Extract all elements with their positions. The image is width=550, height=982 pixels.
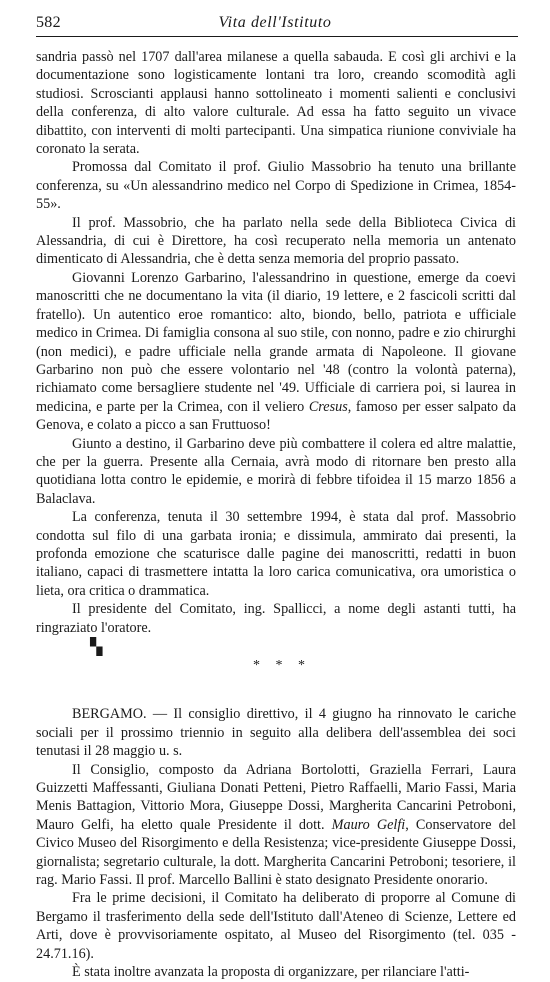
paragraph: sandria passò nel 1707 dall'area milanese a quella sabauda. E così gli archivi e la documentazione sono logisticamente lontani tra loro, creando scomodità agli studiosi. Scroscianti applausi hanno sottolineato i momenti salienti e conclusivi della conferenza, di alto valore culturale. Ad essa ha fatto seguito un vivace dibattito, con interventi di molti partecipanti. Una simpatica riunione conviviale ha coronato la serata. — [36, 49, 516, 158]
page-header — [0, 14, 550, 36]
paragraph — [36, 761, 516, 890]
paragraph: Promossa dal Comitato il prof. Giulio Massobrio ha tenuto una brillante conferenza, su «Un alessandrino medico nel Corpo di Spedizione in Crimea, 1854-55». — [36, 159, 516, 213]
spacer — [36, 687, 516, 705]
paragraph: Giunto a destino, il Garbarino deve più combattere il colera ed altre malattie, che per la guerra. Presente alla Cernaia, avrà modo di ritornare ben presto alla quotidiana lotta contro le epidemie, e morirà di febbre tifoidea il 15 marzo 1856 a Balaclava. — [36, 435, 516, 507]
paragraph: È stata inoltre avanzata la proposta di organizzare, per rilanciare l'atti- — [72, 964, 470, 981]
header-rule — [36, 36, 518, 37]
running-title: Vita dell'Istituto — [218, 14, 332, 31]
paragraph-text: , famoso per esser salpato da Genova, e colato a picco a san Fruttuoso! — [36, 398, 516, 434]
printer-mark — [36, 637, 516, 657]
paragraph-text: , Conservatore del Civico Museo del Risorgimento e della Resistenza; vice-presidente Giuseppe Dossi, giornalista; segretario culturale, la dott. Margherita Cancarini Petroboni; tesoriere, il rag. Mario Fassi. Il prof. Marcello Ballini è stato designato Presidente onorario. — [36, 816, 516, 889]
paragraph-text: Il Consiglio, composto da Adriana Bortolotti, Graziella Ferrari, Laura Guizzetti Maffessanti, Giuliana Donati Petteni, Pietro Raffaelli, Mario Fassi, Maria Menis Battagion, Vittorio Mora, Giuseppe Dossi, Margherita Cancarini Petroboni, Mauro Gelfi, ha eletto quale Presidente il dott. — [36, 761, 516, 833]
paragraph: BERGAMO. — Il consiglio direttivo, il 4 giugno ha rinnovato le cariche sociali per il prossimo triennio in seguito alla delibera dell'assemblea dei soci tenutasi il 28 maggio u. s. — [36, 706, 516, 760]
document-body — [36, 48, 516, 982]
paragraph: Il prof. Massobrio, che ha parlato nella sede della Biblioteca Civica di Alessandria, di cui è Direttore, ha così recuperato nella memoria un antenato dimenticato di Alessandria, che è detta senza memoria del proprio passato. — [36, 214, 516, 268]
paragraph: Fra le prime decisioni, il Comitato ha deliberato di proporre al Comune di Bergamo il trasferimento della sede dell'Istituto dall'Ateneo di Scienze, Lettere ed Arti, dove è provvisoriamente ospitato, al Museo del Risorgimento (tel. 035 - 24.71.16). — [36, 890, 516, 962]
paragraph-text: Giovanni Lorenzo Garbarino, l'alessandrino in questione, emerge da coevi manoscritti che ne documentano la vita (il diario, 19 lettere, e 2 fascicoli scritti dal fratello). Un autentico eroe romantico: alto, biondo, bello, patriota e ufficiale medico in Crimea. Di famiglia consona al suo stile, con nonno, padre e zio chirurghi (non medici), e padre ufficiale nella grande armata di Napoleone. Il giovane Garbarino non può che essere volontario nel '48 (contro la volontà paterna), richiamato come bersagliere studente nel '49. Ufficiale di carriera poi, si laurea in medicina, e parte per la Crimea, con il veliero — [36, 269, 516, 415]
president-name: Mauro Gelfi — [331, 816, 406, 833]
paragraph: Il presidente del Comitato, ing. Spallicci, a nome degli astanti tutti, ha ringraziato l'oratore. — [36, 601, 516, 636]
paragraph: La conferenza, tenuta il 30 settembre 1994, è stata dal prof. Massobrio condotta sul filo di una garbata ironia; e dissimula, ammirato dai presenti, la profonda emozione che scaturisce dalle pagine dei manoscritti, redatti in buon italiano, capaci di trasmettere intatta la loro carica comunicativa, ora umoristica o lieta, ora critica o drammatica. — [36, 509, 516, 599]
printer-mark-glyph: ▚ — [90, 639, 103, 656]
page-number: 582 — [36, 14, 61, 31]
section-separator: * * * — [253, 658, 311, 673]
paragraph — [36, 269, 516, 435]
ship-name: Cresus — [308, 398, 348, 415]
